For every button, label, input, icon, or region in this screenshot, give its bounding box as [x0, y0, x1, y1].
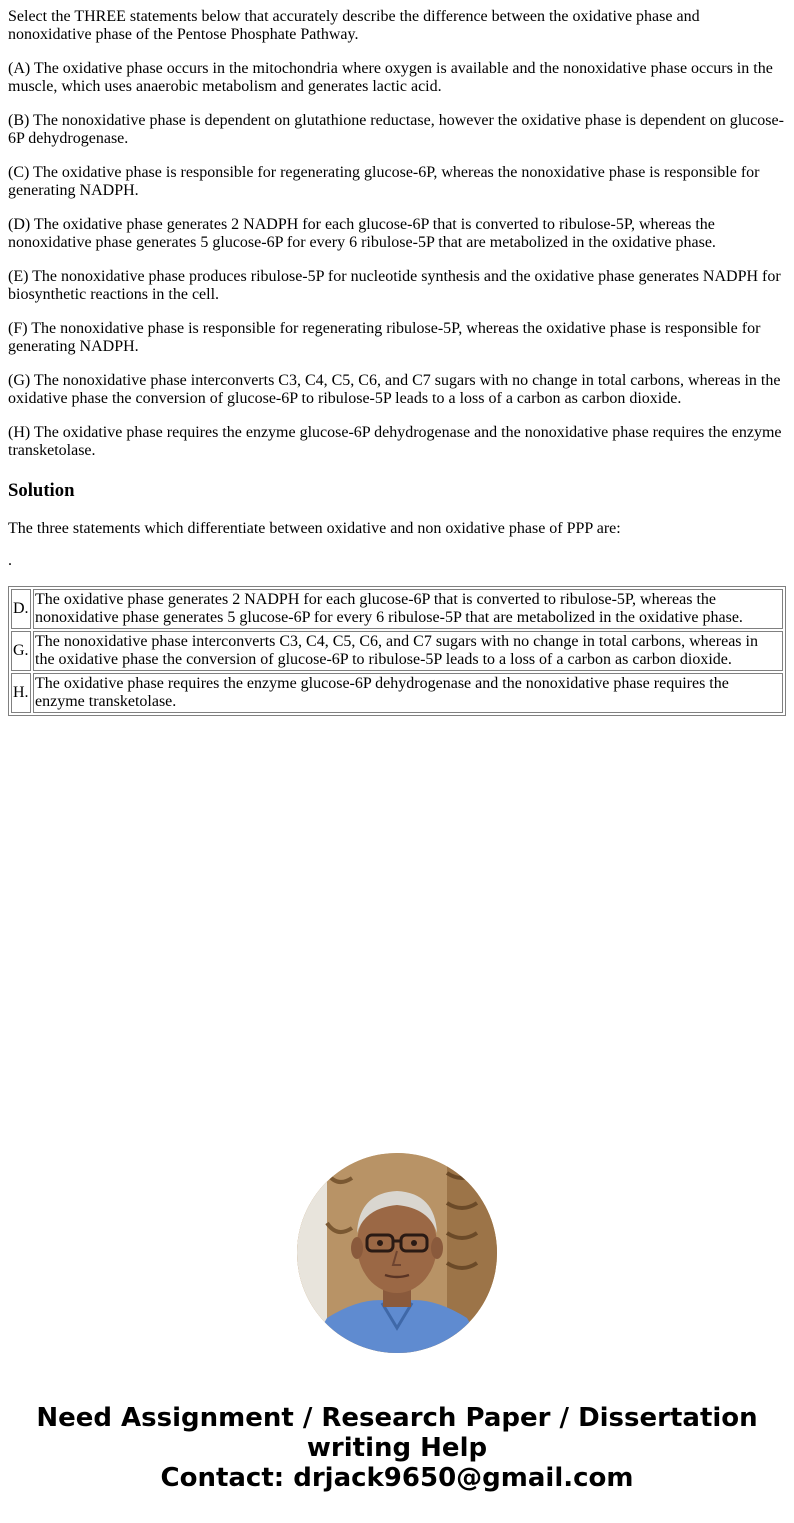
answer-table	[8, 586, 786, 716]
option-f: (F) The nonoxidative phase is responsible for regenerating ribulose-5P, whereas the oxidative phase is responsible for generating NADPH.	[8, 320, 761, 355]
solution-dot: .	[8, 552, 12, 569]
answer-letter: D.	[11, 589, 31, 629]
document-content	[8, 8, 786, 716]
cta-line-1: Need Assignment / Research Paper / Dissertation	[36, 1403, 758, 1433]
answer-text: The nonoxidative phase interconverts C3, C4, C5, C6, and C7 sugars with no change in total carbons, whereas in the oxidative phase the conversion of glucose-6P to ribulose-5P leads to a loss of a carbon as carbon dioxide.	[33, 631, 783, 671]
solution-intro: The three statements which differentiate between oxidative and non oxidative phase of PPP are:	[8, 520, 621, 537]
option-b: (B) The nonoxidative phase is dependent on glutathione reductase, however the oxidative phase is dependent on glucose-6P dehydrogenase.	[8, 112, 784, 147]
question-intro: Select the THREE statements below that accurately describe the difference between the oxidative phase and nonoxidative phase of the Pentose Phosphate Pathway.	[8, 8, 700, 43]
answer-letter: H.	[11, 673, 31, 713]
option-g: (G) The nonoxidative phase interconverts C3, C4, C5, C6, and C7 sugars with no change in total carbons, whereas in the oxidative phase the conversion of glucose-6P to ribulose-5P leads to a loss of a carbon as carbon dioxide.	[8, 372, 781, 407]
option-c: (C) The oxidative phase is responsible for regenerating glucose-6P, whereas the nonoxidative phase is responsible for generating NADPH.	[8, 164, 760, 199]
table-row	[11, 673, 783, 713]
contact-banner	[0, 1403, 794, 1493]
answer-letter: G.	[11, 631, 31, 671]
answer-text: The oxidative phase generates 2 NADPH for each glucose-6P that is converted to ribulose-5P, whereas the nonoxidative phase generates 5 glucose-6P for every 6 ribulose-5P that are metabolized in the oxidative phase.	[33, 589, 783, 629]
author-portrait-image	[297, 1153, 497, 1353]
table-row	[11, 589, 783, 629]
author-avatar	[297, 1153, 497, 1353]
cta-contact-email: Contact: drjack9650@gmail.com	[160, 1463, 634, 1493]
option-d: (D) The oxidative phase generates 2 NADPH for each glucose-6P that is converted to ribulose-5P, whereas the nonoxidative phase generates 5 glucose-6P for every 6 ribulose-5P that are metabolized in the oxidative phase.	[8, 216, 716, 251]
cta-line-2: writing Help	[306, 1433, 488, 1463]
option-a: (A) The oxidative phase occurs in the mitochondria where oxygen is available and the nonoxidative phase occurs in the muscle, which uses anaerobic metabolism and generates lactic acid.	[8, 60, 773, 95]
option-e: (E) The nonoxidative phase produces ribulose-5P for nucleotide synthesis and the oxidative phase generates NADPH for biosynthetic reactions in the cell.	[8, 268, 781, 303]
table-row	[11, 631, 783, 671]
promo-footer	[0, 1153, 794, 1493]
answer-text: The oxidative phase requires the enzyme glucose-6P dehydrogenase and the nonoxidative phase requires the enzyme transketolase.	[33, 673, 783, 713]
solution-heading: Solution	[8, 480, 75, 501]
option-h: (H) The oxidative phase requires the enzyme glucose-6P dehydrogenase and the nonoxidative phase requires the enzyme transketolase.	[8, 424, 782, 459]
